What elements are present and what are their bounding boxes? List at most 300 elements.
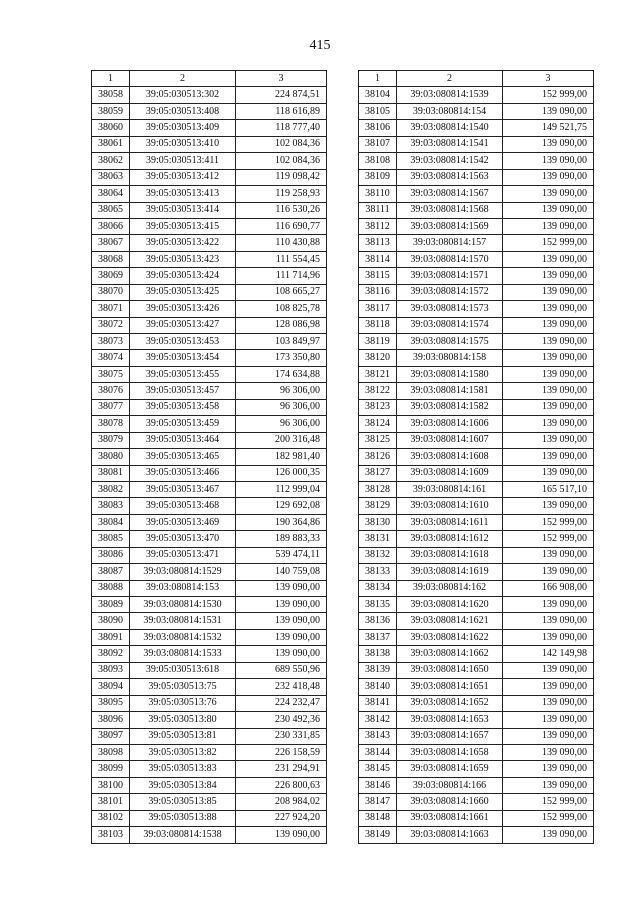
table-row	[359, 317, 594, 333]
value-cell: 166 908,00	[503, 580, 594, 596]
table-row	[92, 827, 327, 843]
row-number-cell: 38089	[92, 597, 130, 613]
table-row	[359, 251, 594, 267]
cadastral-number-cell: 39:05:030513:413	[130, 186, 236, 202]
value-cell: 227 924,20	[236, 810, 327, 826]
cadastral-number-cell: 39:03:080814:1662	[397, 646, 503, 662]
table-row	[359, 580, 594, 596]
table-row	[92, 449, 327, 465]
table-row	[92, 712, 327, 728]
cadastral-number-cell: 39:05:030513:459	[130, 416, 236, 432]
value-cell: 139 090,00	[503, 498, 594, 514]
value-cell: 116 690,77	[236, 218, 327, 234]
row-number-cell: 38088	[92, 580, 130, 596]
row-number-cell: 38082	[92, 481, 130, 497]
table-row	[359, 103, 594, 119]
value-cell: 111 554,45	[236, 251, 327, 267]
cadastral-number-cell: 39:05:030513:470	[130, 531, 236, 547]
row-number-cell: 38101	[92, 794, 130, 810]
cadastral-number-cell: 39:03:080814:1652	[397, 695, 503, 711]
row-number-cell: 38099	[92, 761, 130, 777]
table-row	[92, 350, 327, 366]
value-cell: 96 306,00	[236, 416, 327, 432]
cadastral-number-cell: 39:03:080814:1650	[397, 662, 503, 678]
row-number-cell: 38123	[359, 399, 397, 415]
value-cell: 139 090,00	[503, 350, 594, 366]
cadastral-number-cell: 39:03:080814:1570	[397, 251, 503, 267]
value-cell: 139 090,00	[236, 597, 327, 613]
table-row	[92, 728, 327, 744]
value-cell: 139 090,00	[503, 662, 594, 678]
value-cell: 139 090,00	[503, 613, 594, 629]
table-row	[359, 202, 594, 218]
table-row	[359, 481, 594, 497]
row-number-cell: 38098	[92, 744, 130, 760]
cadastral-number-cell: 39:03:080814:1622	[397, 629, 503, 645]
table-row	[92, 87, 327, 103]
row-number-cell: 38079	[92, 432, 130, 448]
value-cell: 139 090,00	[503, 103, 594, 119]
row-number-cell: 38146	[359, 777, 397, 793]
table-row	[92, 268, 327, 284]
row-number-cell: 38073	[92, 334, 130, 350]
row-number-cell: 38059	[92, 103, 130, 119]
value-cell: 689 550,96	[236, 662, 327, 678]
table-row	[92, 366, 327, 382]
cadastral-number-cell: 39:03:080814:1533	[130, 646, 236, 662]
value-cell: 139 090,00	[503, 679, 594, 695]
row-number-cell: 38093	[92, 662, 130, 678]
table-row	[359, 235, 594, 251]
value-cell: 118 777,40	[236, 120, 327, 136]
value-cell: 226 800,63	[236, 777, 327, 793]
table-row	[359, 547, 594, 563]
value-cell: 139 090,00	[503, 465, 594, 481]
cadastral-number-cell: 39:03:080814:1608	[397, 449, 503, 465]
cadastral-number-cell: 39:03:080814:1607	[397, 432, 503, 448]
table-row	[92, 218, 327, 234]
table-row	[92, 103, 327, 119]
cadastral-number-cell: 39:03:080814:1538	[130, 827, 236, 843]
cadastral-number-cell: 39:03:080814:1542	[397, 153, 503, 169]
cadastral-number-cell: 39:05:030513:76	[130, 695, 236, 711]
table-row	[359, 613, 594, 629]
value-cell: 139 090,00	[503, 744, 594, 760]
value-cell: 139 090,00	[503, 728, 594, 744]
cadastral-number-cell: 39:03:080814:1571	[397, 268, 503, 284]
table-row	[92, 744, 327, 760]
row-number-cell: 38080	[92, 449, 130, 465]
value-cell: 139 090,00	[503, 268, 594, 284]
value-cell: 152 999,00	[503, 531, 594, 547]
row-number-cell: 38063	[92, 169, 130, 185]
row-number-cell: 38148	[359, 810, 397, 826]
column-header: 3	[236, 71, 327, 87]
cadastral-number-cell: 39:03:080814:1610	[397, 498, 503, 514]
cadastral-number-cell: 39:03:080814:1567	[397, 186, 503, 202]
table-row	[359, 646, 594, 662]
value-cell: 231 294,91	[236, 761, 327, 777]
value-cell: 139 090,00	[503, 317, 594, 333]
table-row	[359, 794, 594, 810]
cadastral-number-cell: 39:05:030513:423	[130, 251, 236, 267]
row-number-cell: 38069	[92, 268, 130, 284]
value-cell: 190 364,86	[236, 514, 327, 530]
value-cell: 149 521,75	[503, 120, 594, 136]
table-row	[92, 251, 327, 267]
value-cell: 139 090,00	[503, 136, 594, 152]
value-cell: 118 616,89	[236, 103, 327, 119]
cadastral-number-cell: 39:03:080814:166	[397, 777, 503, 793]
table-row	[359, 629, 594, 645]
table-row	[92, 465, 327, 481]
column-header: 1	[359, 71, 397, 87]
cadastral-number-cell: 39:05:030513:453	[130, 334, 236, 350]
value-cell: 139 090,00	[503, 383, 594, 399]
table-row	[92, 761, 327, 777]
cadastral-number-cell: 39:03:080814:1611	[397, 514, 503, 530]
table-row	[359, 662, 594, 678]
row-number-cell: 38120	[359, 350, 397, 366]
table-row	[359, 136, 594, 152]
table-row	[92, 679, 327, 695]
cadastral-number-cell: 39:03:080814:1575	[397, 334, 503, 350]
cadastral-number-cell: 39:05:030513:465	[130, 449, 236, 465]
row-number-cell: 38130	[359, 514, 397, 530]
table-row	[359, 399, 594, 415]
row-number-cell: 38124	[359, 416, 397, 432]
row-number-cell: 38147	[359, 794, 397, 810]
row-number-cell: 38121	[359, 366, 397, 382]
value-cell: 139 090,00	[503, 827, 594, 843]
value-cell: 139 090,00	[503, 597, 594, 613]
cadastral-number-cell: 39:03:080814:1660	[397, 794, 503, 810]
table-row	[92, 432, 327, 448]
table-row	[359, 153, 594, 169]
row-number-cell: 38065	[92, 202, 130, 218]
value-cell: 173 350,80	[236, 350, 327, 366]
row-number-cell: 38090	[92, 613, 130, 629]
row-number-cell: 38105	[359, 103, 397, 119]
value-cell: 139 090,00	[503, 202, 594, 218]
value-cell: 142 149,98	[503, 646, 594, 662]
cadastral-number-cell: 39:05:030513:80	[130, 712, 236, 728]
table-header-row	[359, 71, 594, 87]
table-row	[92, 301, 327, 317]
row-number-cell: 38131	[359, 531, 397, 547]
table-row	[92, 481, 327, 497]
table-row	[92, 169, 327, 185]
cadastral-number-cell: 39:03:080814:1619	[397, 564, 503, 580]
row-number-cell: 38100	[92, 777, 130, 793]
row-number-cell: 38074	[92, 350, 130, 366]
cadastral-number-cell: 39:03:080814:1541	[397, 136, 503, 152]
cadastral-number-cell: 39:05:030513:425	[130, 284, 236, 300]
value-cell: 139 090,00	[503, 399, 594, 415]
row-number-cell: 38076	[92, 383, 130, 399]
row-number-cell: 38111	[359, 202, 397, 218]
table-row	[359, 728, 594, 744]
cadastral-number-cell: 39:03:080814:1657	[397, 728, 503, 744]
table-row	[359, 810, 594, 826]
table-row	[359, 449, 594, 465]
value-cell: 226 158,59	[236, 744, 327, 760]
table-row	[359, 366, 594, 382]
value-cell: 232 418,48	[236, 679, 327, 695]
cadastral-number-cell: 39:05:030513:468	[130, 498, 236, 514]
row-number-cell: 38064	[92, 186, 130, 202]
value-cell: 200 316,48	[236, 432, 327, 448]
value-cell: 139 090,00	[503, 366, 594, 382]
cadastral-number-cell: 39:03:080814:1532	[130, 629, 236, 645]
table-row	[92, 662, 327, 678]
row-number-cell: 38103	[92, 827, 130, 843]
row-number-cell: 38149	[359, 827, 397, 843]
value-cell: 110 430,88	[236, 235, 327, 251]
value-cell: 230 492,36	[236, 712, 327, 728]
cadastral-number-cell: 39:05:030513:464	[130, 432, 236, 448]
value-cell: 119 258,93	[236, 186, 327, 202]
value-cell: 139 090,00	[503, 251, 594, 267]
row-number-cell: 38141	[359, 695, 397, 711]
row-number-cell: 38095	[92, 695, 130, 711]
cadastral-number-cell: 39:05:030513:82	[130, 744, 236, 760]
cadastral-number-cell: 39:05:030513:424	[130, 268, 236, 284]
row-number-cell: 38108	[359, 153, 397, 169]
value-cell: 139 090,00	[503, 695, 594, 711]
cadastral-number-cell: 39:05:030513:414	[130, 202, 236, 218]
value-cell: 102 084,36	[236, 153, 327, 169]
value-cell: 139 090,00	[236, 629, 327, 645]
value-cell: 126 000,35	[236, 465, 327, 481]
cadastral-number-cell: 39:05:030513:471	[130, 547, 236, 563]
row-number-cell: 38097	[92, 728, 130, 744]
value-cell: 111 714,96	[236, 268, 327, 284]
row-number-cell: 38060	[92, 120, 130, 136]
value-cell: 112 999,04	[236, 481, 327, 497]
value-cell: 96 306,00	[236, 383, 327, 399]
row-number-cell: 38083	[92, 498, 130, 514]
cadastral-number-cell: 39:03:080814:161	[397, 481, 503, 497]
table-row	[92, 597, 327, 613]
cadastral-number-cell: 39:05:030513:409	[130, 120, 236, 136]
table-row	[359, 531, 594, 547]
cadastral-number-cell: 39:03:080814:1568	[397, 202, 503, 218]
cadastral-number-cell: 39:03:080814:162	[397, 580, 503, 596]
table-row	[359, 827, 594, 843]
cadastral-number-cell: 39:05:030513:84	[130, 777, 236, 793]
row-number-cell: 38085	[92, 531, 130, 547]
cadastral-number-cell: 39:03:080814:1582	[397, 399, 503, 415]
value-cell: 224 874,51	[236, 87, 327, 103]
row-number-cell: 38096	[92, 712, 130, 728]
table-row	[359, 120, 594, 136]
row-number-cell: 38084	[92, 514, 130, 530]
value-cell: 152 999,00	[503, 87, 594, 103]
cadastral-number-cell: 39:03:080814:1658	[397, 744, 503, 760]
row-number-cell: 38066	[92, 218, 130, 234]
cadastral-number-cell: 39:03:080814:1531	[130, 613, 236, 629]
table-row	[92, 416, 327, 432]
table-row	[359, 334, 594, 350]
cadastral-number-cell: 39:03:080814:1529	[130, 564, 236, 580]
row-number-cell: 38138	[359, 646, 397, 662]
table-row	[359, 416, 594, 432]
table-header-row	[92, 71, 327, 87]
left-table	[91, 70, 327, 844]
cadastral-number-cell: 39:05:030513:302	[130, 87, 236, 103]
column-header: 3	[503, 71, 594, 87]
row-number-cell: 38117	[359, 301, 397, 317]
table-row	[359, 432, 594, 448]
table-row	[92, 531, 327, 547]
row-number-cell: 38132	[359, 547, 397, 563]
table-row	[92, 547, 327, 563]
row-number-cell: 38068	[92, 251, 130, 267]
table-row	[359, 268, 594, 284]
column-header: 2	[130, 71, 236, 87]
page-number: 415	[309, 38, 331, 53]
row-number-cell: 38071	[92, 301, 130, 317]
cadastral-number-cell: 39:05:030513:457	[130, 383, 236, 399]
cadastral-number-cell: 39:03:080814:1574	[397, 317, 503, 333]
row-number-cell: 38136	[359, 613, 397, 629]
table-row	[92, 153, 327, 169]
table-row	[359, 679, 594, 695]
value-cell: 139 090,00	[503, 449, 594, 465]
value-cell: 96 306,00	[236, 399, 327, 415]
table-row	[92, 399, 327, 415]
cadastral-number-cell: 39:03:080814:1661	[397, 810, 503, 826]
value-cell: 139 090,00	[503, 186, 594, 202]
row-number-cell: 38081	[92, 465, 130, 481]
cadastral-number-cell: 39:05:030513:422	[130, 235, 236, 251]
cadastral-number-cell: 39:05:030513:455	[130, 366, 236, 382]
column-header: 2	[397, 71, 503, 87]
table-row	[92, 202, 327, 218]
row-number-cell: 38135	[359, 597, 397, 613]
cadastral-number-cell: 39:03:080814:157	[397, 235, 503, 251]
value-cell: 152 999,00	[503, 235, 594, 251]
cadastral-number-cell: 39:05:030513:467	[130, 481, 236, 497]
cadastral-number-cell: 39:03:080814:1663	[397, 827, 503, 843]
cadastral-number-cell: 39:03:080814:1618	[397, 547, 503, 563]
table-row	[92, 514, 327, 530]
value-cell: 129 692,08	[236, 498, 327, 514]
value-cell: 139 090,00	[503, 432, 594, 448]
value-cell: 139 090,00	[236, 613, 327, 629]
value-cell: 139 090,00	[503, 416, 594, 432]
cadastral-number-cell: 39:05:030513:411	[130, 153, 236, 169]
row-number-cell: 38094	[92, 679, 130, 695]
row-number-cell: 38061	[92, 136, 130, 152]
table-row	[92, 284, 327, 300]
value-cell: 139 090,00	[503, 218, 594, 234]
value-cell: 139 090,00	[503, 169, 594, 185]
value-cell: 189 883,33	[236, 531, 327, 547]
table-row	[359, 564, 594, 580]
cadastral-number-cell: 39:03:080814:1653	[397, 712, 503, 728]
row-number-cell: 38127	[359, 465, 397, 481]
cadastral-number-cell: 39:03:080814:153	[130, 580, 236, 596]
table-row	[92, 334, 327, 350]
value-cell: 152 999,00	[503, 514, 594, 530]
table-row	[359, 218, 594, 234]
table-row	[92, 498, 327, 514]
cadastral-number-cell: 39:05:030513:85	[130, 794, 236, 810]
row-number-cell: 38077	[92, 399, 130, 415]
cadastral-number-cell: 39:05:030513:426	[130, 301, 236, 317]
table-row	[92, 629, 327, 645]
row-number-cell: 38133	[359, 564, 397, 580]
cadastral-number-cell: 39:05:030513:75	[130, 679, 236, 695]
cadastral-number-cell: 39:03:080814:1606	[397, 416, 503, 432]
value-cell: 139 090,00	[503, 761, 594, 777]
cadastral-number-cell: 39:05:030513:412	[130, 169, 236, 185]
value-cell: 208 984,02	[236, 794, 327, 810]
cadastral-number-cell: 39:03:080814:1609	[397, 465, 503, 481]
row-number-cell: 38143	[359, 728, 397, 744]
value-cell: 230 331,85	[236, 728, 327, 744]
value-cell: 139 090,00	[503, 153, 594, 169]
row-number-cell: 38102	[92, 810, 130, 826]
row-number-cell: 38107	[359, 136, 397, 152]
row-number-cell: 38106	[359, 120, 397, 136]
row-number-cell: 38091	[92, 629, 130, 645]
cadastral-number-cell: 39:03:080814:1573	[397, 301, 503, 317]
table-row	[359, 284, 594, 300]
table-row	[359, 169, 594, 185]
value-cell: 139 090,00	[503, 284, 594, 300]
cadastral-number-cell: 39:03:080814:1530	[130, 597, 236, 613]
row-number-cell: 38126	[359, 449, 397, 465]
table-row	[92, 564, 327, 580]
cadastral-number-cell: 39:03:080814:154	[397, 103, 503, 119]
value-cell: 139 090,00	[503, 334, 594, 350]
row-number-cell: 38128	[359, 481, 397, 497]
value-cell: 182 981,40	[236, 449, 327, 465]
row-number-cell: 38137	[359, 629, 397, 645]
table-row	[359, 514, 594, 530]
row-number-cell: 38109	[359, 169, 397, 185]
value-cell: 139 090,00	[236, 646, 327, 662]
value-cell: 139 090,00	[503, 777, 594, 793]
cadastral-number-cell: 39:05:030513:88	[130, 810, 236, 826]
table-row	[92, 580, 327, 596]
cadastral-number-cell: 39:05:030513:408	[130, 103, 236, 119]
value-cell: 539 474,11	[236, 547, 327, 563]
cadastral-number-cell: 39:05:030513:466	[130, 465, 236, 481]
right-table	[358, 70, 594, 844]
table-row	[359, 350, 594, 366]
cadastral-number-cell: 39:03:080814:1659	[397, 761, 503, 777]
value-cell: 139 090,00	[503, 629, 594, 645]
row-number-cell: 38119	[359, 334, 397, 350]
column-header: 1	[92, 71, 130, 87]
table-row	[359, 186, 594, 202]
row-number-cell: 38087	[92, 564, 130, 580]
cadastral-number-cell: 39:03:080814:1569	[397, 218, 503, 234]
cadastral-number-cell: 39:03:080814:1651	[397, 679, 503, 695]
value-cell: 108 825,78	[236, 301, 327, 317]
value-cell: 108 665,27	[236, 284, 327, 300]
row-number-cell: 38058	[92, 87, 130, 103]
row-number-cell: 38110	[359, 186, 397, 202]
cadastral-number-cell: 39:05:030513:415	[130, 218, 236, 234]
cadastral-number-cell: 39:05:030513:81	[130, 728, 236, 744]
cadastral-number-cell: 39:05:030513:427	[130, 317, 236, 333]
row-number-cell: 38062	[92, 153, 130, 169]
